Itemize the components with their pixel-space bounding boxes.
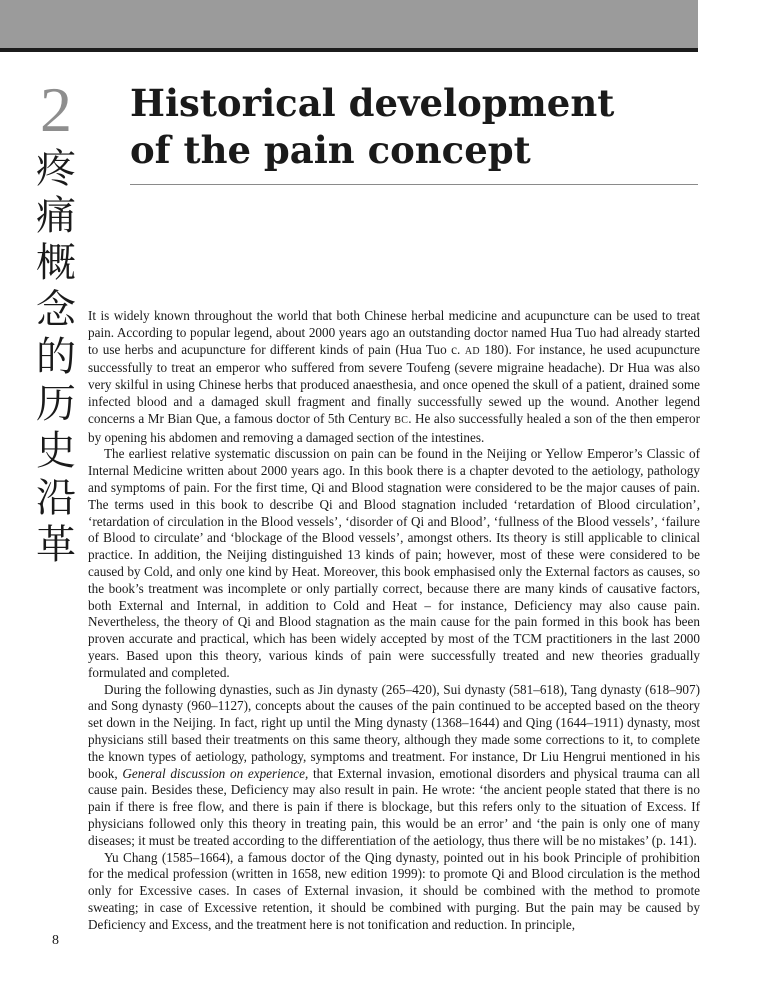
- chapter-chinese-title: [34, 146, 78, 569]
- chinese-char: 革: [36, 522, 76, 568]
- chinese-char: 念: [36, 287, 76, 333]
- paragraph-1-text: It is widely known throughout the world that both Chinese herbal medicine and acupuncture can be used to treat pain. According to popular legend, about 2000 years ago an outstanding doctor named Hua Tuo had already started to use herbs and acupuncture for different kinds of pain (Hua Tuo c.: [88, 308, 700, 357]
- header-rule: [0, 48, 698, 52]
- chinese-char: 史: [36, 428, 76, 474]
- chapter-title-line-2: of the pain concept: [130, 128, 531, 172]
- paragraph-4: Yu Chang (1585–1664), a famous doctor of the Qing dynasty, pointed out in his book Principle of prohibition for the medical profession (written in 1658, new edition 1999): to promote Qi and Blood circulation is the method only for Excessive cases. In cases of External invasion, it should be combined with the method to promote sweating; in case of Excessive retention, it should be combined with purging. But the pain may be caused by Deficiency and Excess, and the treatment here is not tonification and reduction. In principle,: [88, 849, 700, 932]
- chapter-number: 2: [40, 74, 72, 145]
- paragraph-2: The earliest relative systematic discussion on pain can be found in the Neijing or Yellow Emperor’s Classic of Internal Medicine written about 2000 years ago. In this book there is a chapter devoted to the aetiology, pathology and symptoms of pain. For the first time, Qi and Blood stagnation were considered to be the major causes of pain. The terms used in this book to describe Qi and Blood stagnation included ‘retardation of Blood circulation’, ‘retardation of circulation in the Blood vessels’, ‘disorder of Qi and Blood’, ‘fullness of the Blood vessels’, ‘failure of Blood to circulate’ and ‘blockage of the Blood vessels’, amongst others. Its theory is still applicable to clinical practice. In addition, the Neijing distinguished 13 kinds of pain; however, most of these were considered to be caused by Cold, and only one kind by Heat. Moreover, this book emphasised only the External factors as causes, so the book’s treatment was incomplete or only partially correct, because there are many kinds of causative factors, both External and Internal, in addition to Cold and Heat – for instance, Deficiency may also cause pain. Nevertheless, the theory of Qi and Blood stagnation as the main cause for the pain formed in this book has been proven accurate and practical, which has been widely accepted by most of the TCM practitioners in the last 2000 years. Based upon this theory, various kinds of pain were successfully treated and new theories gradually formulated and completed.: [88, 446, 700, 680]
- header-band: [0, 0, 698, 48]
- chinese-char: 概: [36, 240, 76, 286]
- chinese-char: 沿: [36, 475, 76, 521]
- chinese-char: 历: [36, 381, 76, 427]
- paragraph-1: [88, 308, 700, 446]
- era-bc: BC: [394, 414, 409, 426]
- paragraph-3-text-a: During the following dynasties, such as Jin dynasty (265–420), Sui dynasty (581–618), Tang dynasty (618–907) and Song dynasty (960–1127), concepts about the causes of the pain continued to be accepted based on the theory set down in the Neijing. In fact, right up until the Ming dynasty (1368–1644) and Qing (1644–1911) dynasty, most physicians still based their treatments on this same theory, although they made some corrections to it, to complete the known types of aetiology, pathology, symptoms and treatment. For instance, Dr Liu Hengrui mentioned in his book,: [88, 681, 700, 781]
- body-text: [88, 308, 700, 933]
- chapter-title-line-1: Historical development: [130, 81, 615, 125]
- paragraph-3: [88, 682, 700, 850]
- paragraph-1-text-c: . He also successfully healed a son of the then emperor by opening his abdomen and removing a damaged section of the intestines.: [88, 410, 700, 445]
- page-number: 8: [52, 933, 59, 948]
- chinese-char: 痛: [36, 193, 76, 239]
- book-title: General discussion on experience,: [122, 765, 309, 781]
- paragraph-1-text-b: 180). For instance, he used acupuncture successfully to treat an emperor who suffered from severe Toufeng (severe migraine headache). Dr Hua was also very skilful in using Chinese herbs that produced anaesthesia, and once opened the skull of a patient, drained some infected blood and a damaged skull fragment and finally successfully sewed up the wound. Another legend concerns a Mr Bian Que, a famous doctor of 5th Century: [88, 341, 701, 426]
- chinese-char: 的: [36, 334, 76, 380]
- chapter-title: [130, 80, 690, 174]
- chinese-char: 疼: [36, 146, 76, 192]
- era-ad: AD: [464, 345, 480, 357]
- title-divider: [130, 184, 698, 185]
- paragraph-3-text-b: that External invasion, emotional disorders and physical trauma can all cause pain. Besides these, Deficiency may also result in pain. He wrote: ‘the ancient people stated that there is no pain if there is free flow, and there is pain if there is blockage, but this refers only to the situation of Excess. If physicians followed only this theory in treating pain, this would be an error’ and ‘the pain is only one of many diseases; it must be treated according to the differentiation of the aetiology, thus there will be no mistakes’ (p. 141).: [88, 765, 700, 848]
